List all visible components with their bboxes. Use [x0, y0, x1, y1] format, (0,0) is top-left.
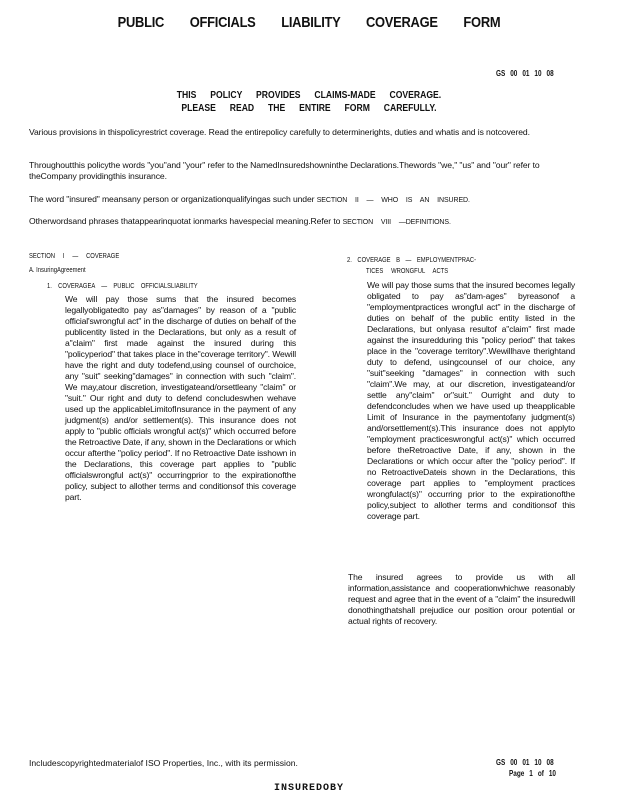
intro-paragraph-3	[29, 194, 581, 206]
coverage-b-body: We will pay those sums that the insured becomes legally obligated to pay as"dam-ages" byreasonof a "employmentpractices wrongful act" in the discharge of duties on behalf of the public entity listed in the Declarations, but onlyasa resultof a"claim" first made against the insuredduring this "policy period" that takes place in the "coverage territory".Wewillhave therightand duty to defend, usingcounsel of our choice, any "suit"seeking "damages" in connection with such "claim".We may, at our discretion, investigateand/or settle any"claim" or"suit." Ourright and duty to defendconcludes when we have used up theapplicable Limit of Insurance in the paymentofany judgment(s) and/orsettlement(s).This insurance does not applyto "employment practiceswrongful act(s)" which occurred before theRetroactive Date, if any, shown in the Declarations or which occur after the "policy period". If no RetroactiveDateis shown in the Declarations, this coverage part applies to "employment practices wrongfulact(s)" occurring prior to the expirationofthe policy,subject to allother terms and conditionsof this coverage part.	[367, 280, 575, 521]
insuring-agreement-heading: A. InsuringAgreement	[29, 265, 86, 274]
intro-paragraph-3-text: The word "insured" meansany person or organizationqualifyingas such under	[29, 194, 315, 204]
form-number-footer: GS 00 01 10 08	[496, 758, 554, 767]
intro-paragraph-4-text: Otherwordsand phrases thatappearinquotat ionmarks havespecial meaning.Refer to	[29, 216, 341, 226]
cooperation-paragraph: The insured agrees to provide us with all information,assistance and cooperationwhichwe reasonably request and agree that in the event of a "claim" the insuredwill donothingthatshall prejudice our position orour potential or actual rights of recovery.	[348, 572, 575, 626]
coverage-b-heading-line1: 2. COVERAGE B — EMPLOYMENTPRAC-	[347, 255, 477, 264]
form-number-header: GS 00 01 10 08	[496, 69, 554, 78]
watermark: INSUREDOBY	[273, 783, 344, 794]
section-ii-reference: SECTION II — WHO IS AN INSURED.	[316, 197, 470, 204]
intro-paragraph-2: Throughoutthis policythe words "you"and "your" refer to the NamedInsuredshowninthe Declarations.Thewords "we," "us" and "our" refer to theCompany providingthis insurance.	[29, 160, 540, 181]
coverage-a-heading: 1. COVERAGEA — PUBLIC OFFICIALSLIABILITY	[47, 281, 198, 290]
form-title: PUBLIC OFFICIALS LIABILITY COVERAGE FORM	[117, 14, 501, 31]
copyright-notice: Includescopyrightedmaterialof ISO Properties, Inc., with its permission.	[29, 758, 298, 768]
section-heading: SECTION I — COVERAGE	[29, 251, 120, 260]
intro-paragraph-4	[29, 216, 581, 228]
coverage-b-heading-line2: TICES WRONGFUL ACTS	[366, 266, 449, 275]
page-number: Page 1 of 10	[509, 769, 556, 778]
coverage-a-body: We will pay those sums that the insured becomes legallyobligatedto pay as"damages" by reason of a "public official'swrongful act" in the discharge of duties on behalf of the publicentity listed in the Declarations, but only as a result of a"claim" first made against the insured during this "policyperiod" that takes place in the"coverage territory". Wewill have the right and duty todefend,using counsel of ourchoice, any "suit" seeking"damages" in connection with such "claim". We may,atour discretion, investigateand/orsettleany "claim" or "suit." Our right and duty to defend concludeswhen wehave used up the applicableLimitofInsurance in the payment of any judgment(s) and/or settlement(s). This insurance does not apply to "public officials wrongful act(s)" which occurred before the Retroactive Date, if any, shown in the Declarations or which occur afterthe "policy period". If no Retroactive Date isshown in the Declarations, this coverage part applies to "public officialswrongful act(s)" occurringprior to the expirationofthe policy, subject to allother terms and conditionsof this coverage part.	[65, 294, 296, 502]
claims-made-notice-line2: PLEASE READ THE ENTIRE FORM CAREFULLY.	[181, 102, 437, 114]
section-viii-reference: SECTION VIII —DEFINITIONS.	[342, 219, 451, 226]
intro-paragraph-1: Various provisions in thispolicyrestrict coverage. Read the entirepolicy carefully to determinerights, duties and whatis and is notcovered.	[29, 127, 530, 137]
claims-made-notice-line1: THIS POLICY PROVIDES CLAIMS-MADE COVERAGE.	[176, 89, 442, 101]
